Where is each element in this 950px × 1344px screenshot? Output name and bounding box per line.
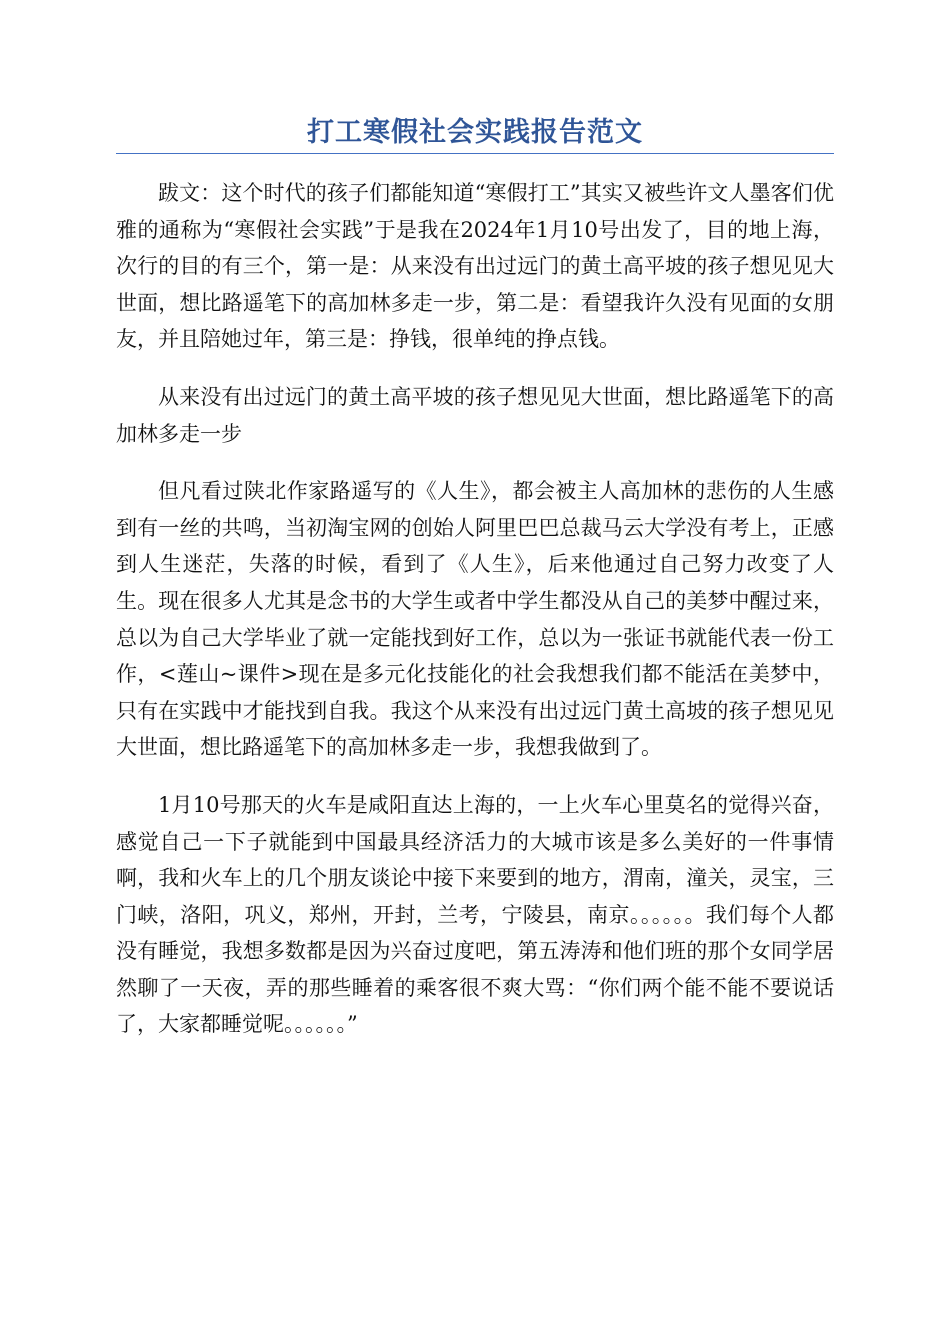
document-body: [116, 175, 834, 1064]
paragraph-heading-goal: 从来没有出过远门的黄土高平坡的孩子想见见大世面，想比路遥笔下的高加林多走一步: [116, 384, 834, 446]
paragraph-train-journey: 1月10号那天的火车是咸阳直达上海的，一上火车心里莫名的觉得兴奋，感觉自己一下子就能到中国最具经济活力的大城市该是多么美好的一件事情啊，我和火车上的几个朋友谈论中接下来要到的地方，渭南，潼关，灵宝，三门峡，洛阳，巩义，郑州，开封，兰考，宁陵县，南京。。。。。。我们每个人都没有睡觉，我想多数都是因为兴奋过度吧，第五涛涛和他们班的那个女同学居然聊了一天夜，弄的那些睡着的乘客很不爽大骂：“你们两个能不能不要说话了，大家都睡觉呢。。。。。。”: [116, 792, 834, 1037]
title-underline: [116, 153, 834, 154]
paragraph-life-reflection: 但凡看过陕北作家路遥写的《人生》，都会被主人高加林的悲伤的人生感到有一丝的共鸣，当初淘宝网的创始人阿里巴巴总裁马云大学没有考上，正感到人生迷茫，失落的时候，看到了《人生》，后来他通过自己努力改变了人生。现在很多人尤其是念书的大学生或者中学生都没从自己的美梦中醒过来，总以为自己大学毕业了就一定能找到好工作，总以为一张证书就能代表一份工作，<莲山~课件>现在是多元化技能化的社会我想我们都不能活在美梦中，只有在实践中才能找到自我。我这个从来没有出过远门黄土高坡的孩子想见见大世面，想比路遥笔下的高加林多走一步，我想我做到了。: [116, 479, 834, 760]
document-title: 打工寒假社会实践报告范文: [307, 117, 643, 148]
paragraph-preface: 跋文：这个时代的孩子们都能知道“寒假打工”其实又被些许文人墨客们优雅的通称为“寒假社会实践”于是我在2024年1月10号出发了，目的地上海，次行的目的有三个，第一是：从来没有出过远门的黄土高平坡的孩子想见见大世面，想比路遥笔下的高加林多走一步，第二是：看望我许久没有见面的女朋友，并且陪她过年，第三是：挣钱，很单纯的挣点钱。: [116, 181, 834, 352]
